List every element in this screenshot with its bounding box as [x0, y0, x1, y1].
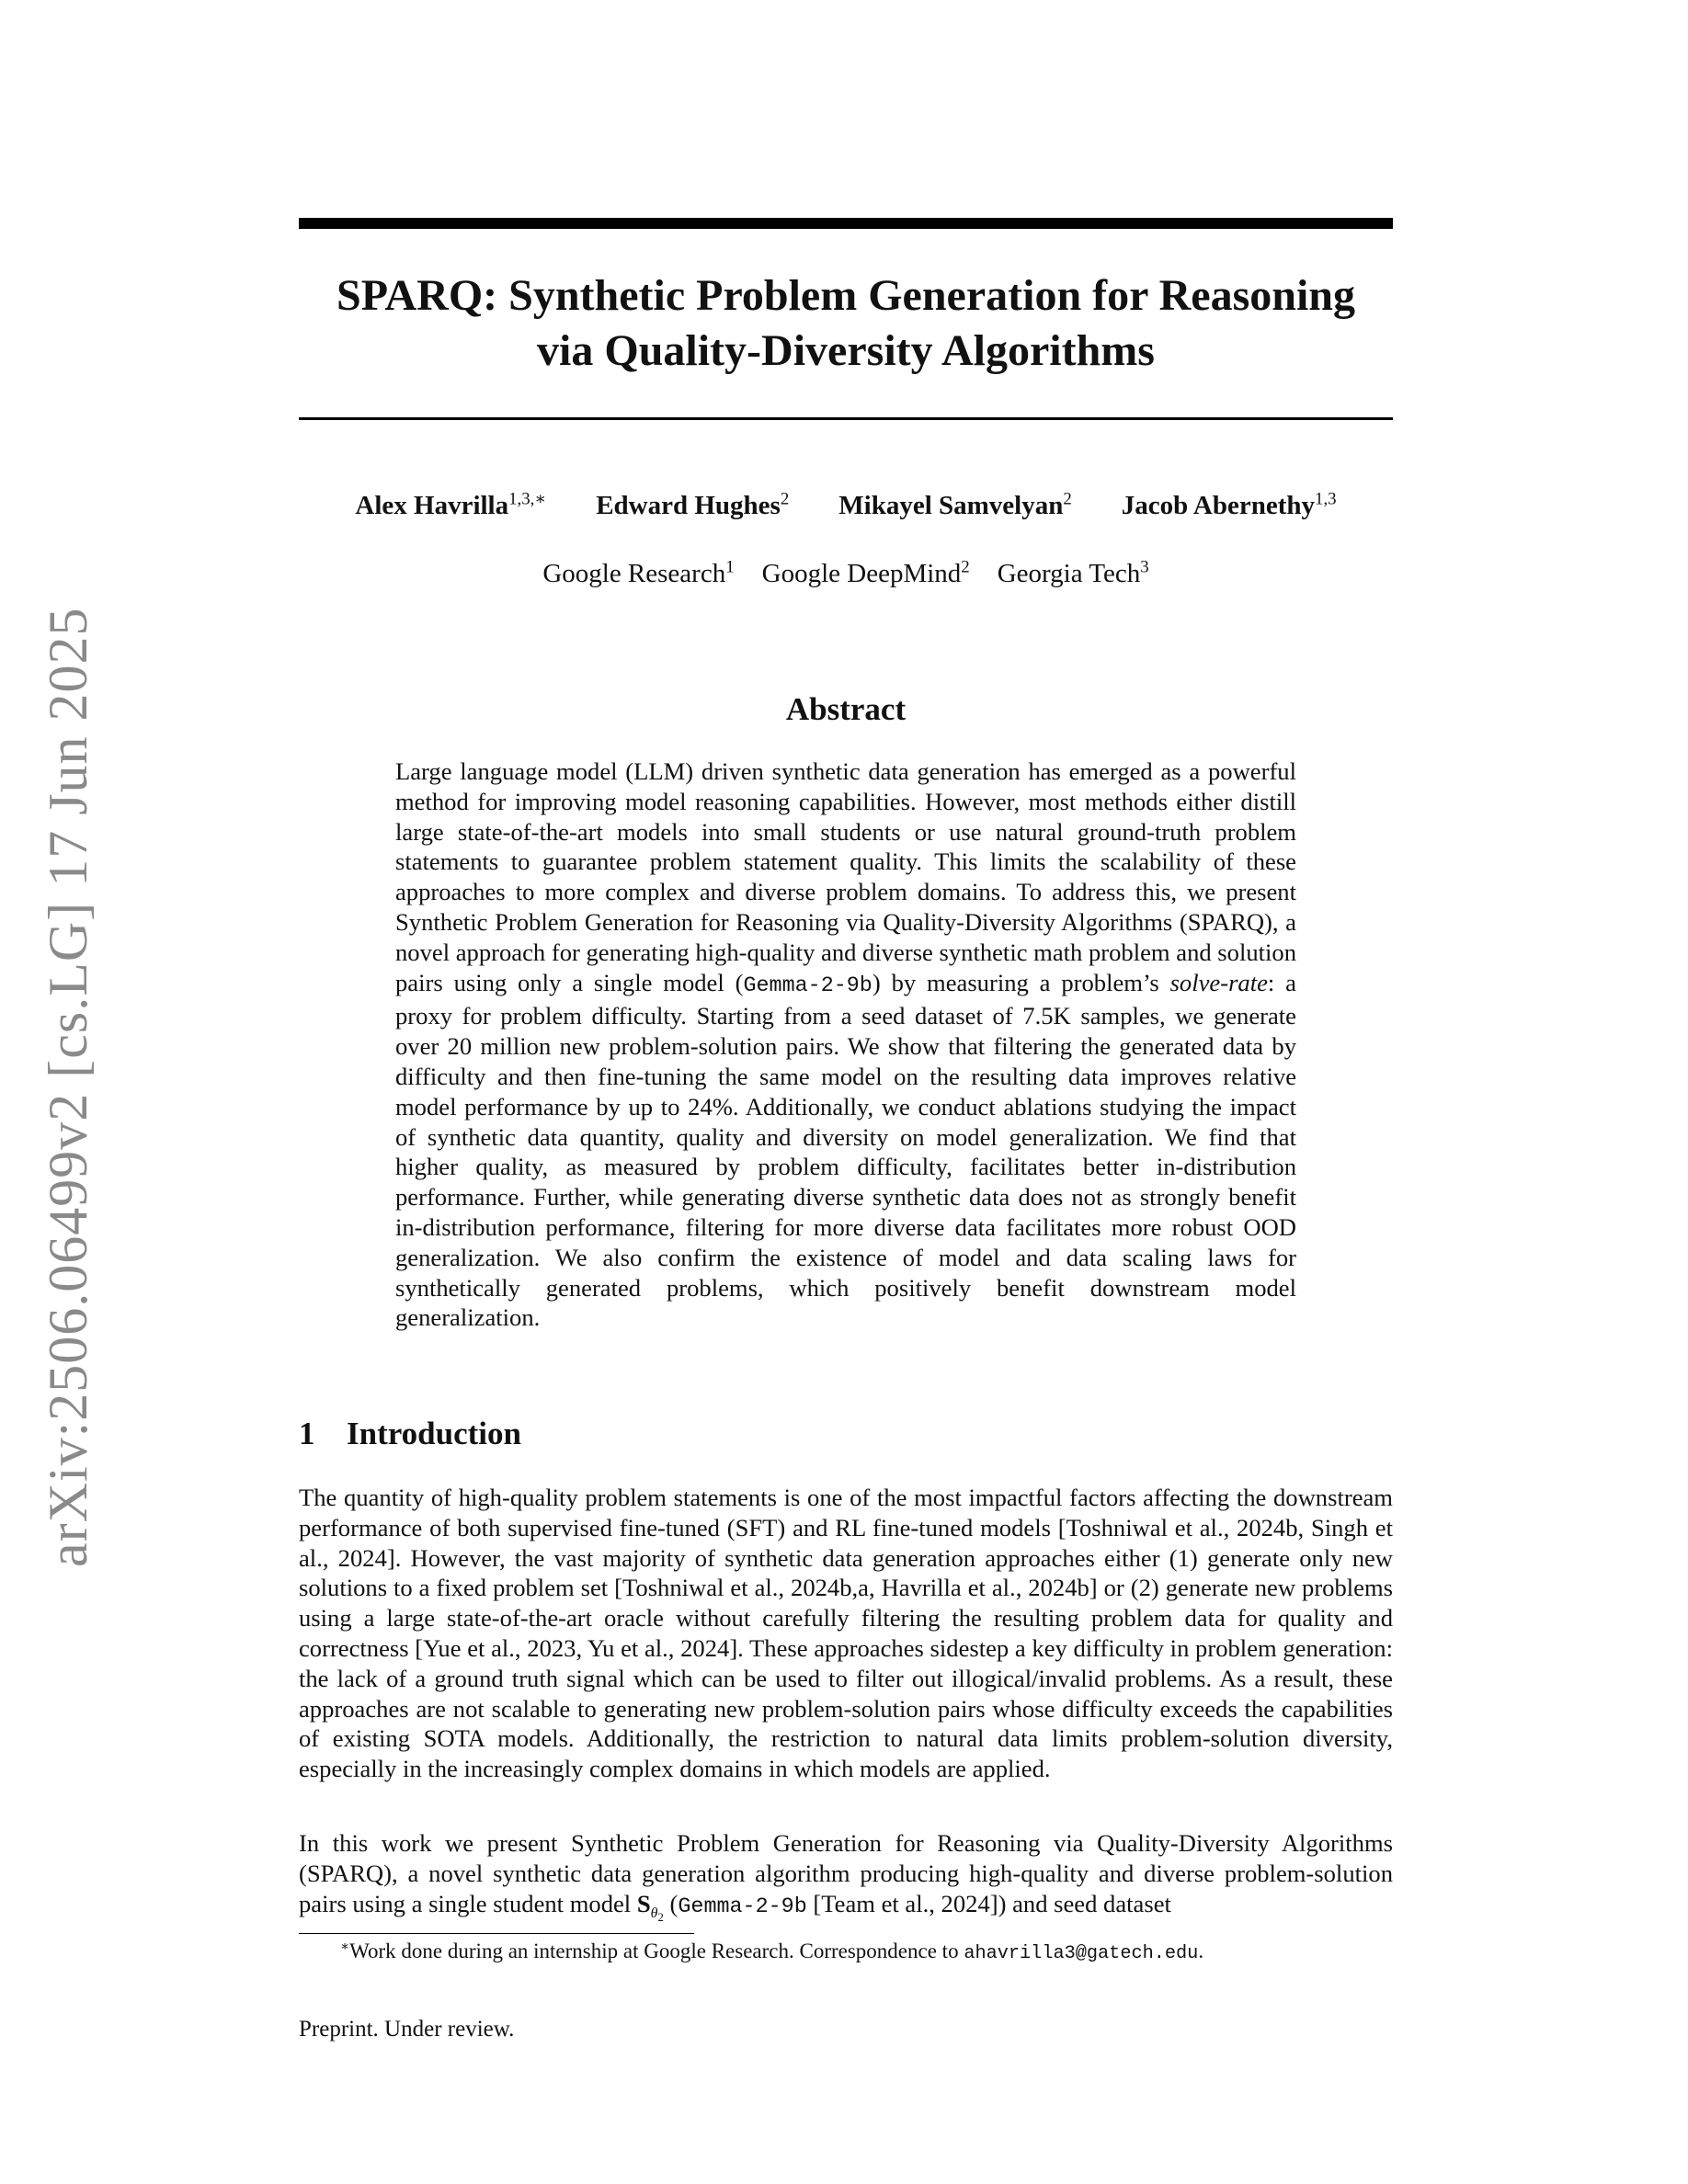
- affiliation: Georgia Tech$^3$: [997, 557, 1149, 588]
- footnote: ∗Work done during an internship at Google Research. Correspondence to ahavrilla3@gatech.edu.: [340, 1939, 1204, 1964]
- author-list: [299, 491, 1393, 521]
- author: Jacob Abernethy$^{1,3}$: [1121, 489, 1337, 520]
- model-name: Gemma-2-9b: [678, 1894, 807, 1919]
- section-title: Introduction: [347, 1416, 521, 1451]
- affiliation-list: [299, 559, 1393, 589]
- paper-title: [299, 268, 1393, 379]
- affiliation: Google DeepMind$^2$: [761, 557, 970, 588]
- title-bottom-rule: [299, 417, 1393, 420]
- email-link[interactable]: ahavrilla3@gatech.edu: [964, 1943, 1199, 1964]
- intro-paragraph-1: The quantity of high-quality problem statements is one of the most impactful factors affecting the downstream performance of both supervised fine-tuned (SFT) and RL fine-tuned models [Toshniwal et al., 2024b, Singh et al., 2024]. However, the vast majority of synthetic data generation approaches either (1) generate only new solutions to a fixed problem set [Toshniwal et al., 2024b,a, Havrilla et al., 2024b] or (2) generate new problems using a large state-of-the-art oracle without carefully filtering the resulting problem data for quality and correctness [Yue et al., 2023, Yu et al., 2024]. These approaches sidestep a key difficulty in problem generation: the lack of a ground truth signal which can be used to filter out illogical/invalid problems. As a result, these approaches are not scalable to generating new problem-solution pairs whose difficulty exceeds the capabilities of existing SOTA models. Additionally, the restriction to natural data limits problem-solution diversity, especially in the increasingly complex domains in which models are applied.: [299, 1484, 1393, 1783]
- title-top-rule: [299, 218, 1393, 229]
- section-number: 1: [299, 1416, 315, 1451]
- author: Alex Havrilla$^{1,3,∗}$: [355, 489, 547, 520]
- affiliation: Google Research$^1$: [542, 557, 735, 588]
- abstract-body: Large language model (LLM) driven synthetic data generation has emerged as a powerful method for improving model reasoning capabilities. However, most methods either distill large state-of-the-art models into small students or use natural ground-truth problem statements to guarantee problem statement quality. This limits the scalability of these approaches to more complex and diverse problem domains. To address this, we present Synthetic Problem Generation for Reasoning via Quality-Diversity Algorithms (SPARQ), a novel approach for generating high-quality and diverse synthetic math problem and solution pairs using only a single model (Gemma-2-9b) by measuring a problem’s solve-rate: a proxy for problem difficulty. Starting from a seed dataset of 7.5K samples, we generate over 20 million new problem-solution pairs. We show that filtering the generated data by difficulty and then fine-tuning the same model on the resulting data improves relative model performance by up to 24%. Additionally, we conduct ablations studying the impact of synthetic data quantity, quality and diversity on model generalization. We find that higher quality, as measured by problem difficulty, facilitates better in-distribution performance. Further, while generating diverse synthetic data does not as strongly benefit in-distribution performance, filtering for more diverse data facilitates more robust OOD generalization. We also confirm the existence of model and data scaling laws for synthetically generated problems, which positively benefit downstream model generalization.: [395, 757, 1297, 1332]
- title-line-2: via Quality-Diversity Algorithms: [537, 326, 1155, 375]
- section-heading-introduction: [299, 1416, 521, 1452]
- author: Mikayel Samvelyan$^2$: [838, 489, 1072, 520]
- preprint-note: Preprint. Under review.: [299, 2017, 515, 2042]
- student-model-symbol: $S_{\theta_2}$: [636, 1889, 664, 1925]
- model-name: Gemma-2-9b: [743, 973, 873, 998]
- title-line-1: SPARQ: Synthetic Problem Generation for Reasoning: [336, 271, 1355, 320]
- abstract-heading: Abstract: [785, 691, 907, 727]
- author: Edward Hughes$^2$: [596, 489, 790, 520]
- solve-rate-term: solve-rate: [1169, 968, 1268, 996]
- footnote-rule: [299, 1933, 694, 1934]
- intro-paragraph-2: In this work we present Synthetic Problem Generation for Reasoning via Quality-Diversity Algorithms (SPARQ), a novel synthetic data generation algorithm producing high-quality and diverse problem-solution pairs using a single student model $S_{\theta_2}$ (Gemma-2-9b [Team et al., 2024]) and seed dataset: [299, 1829, 1393, 1925]
- arxiv-identifier: arXiv:2506.06499v2 [cs.LG] 17 Jun 2025: [38, 607, 98, 1567]
